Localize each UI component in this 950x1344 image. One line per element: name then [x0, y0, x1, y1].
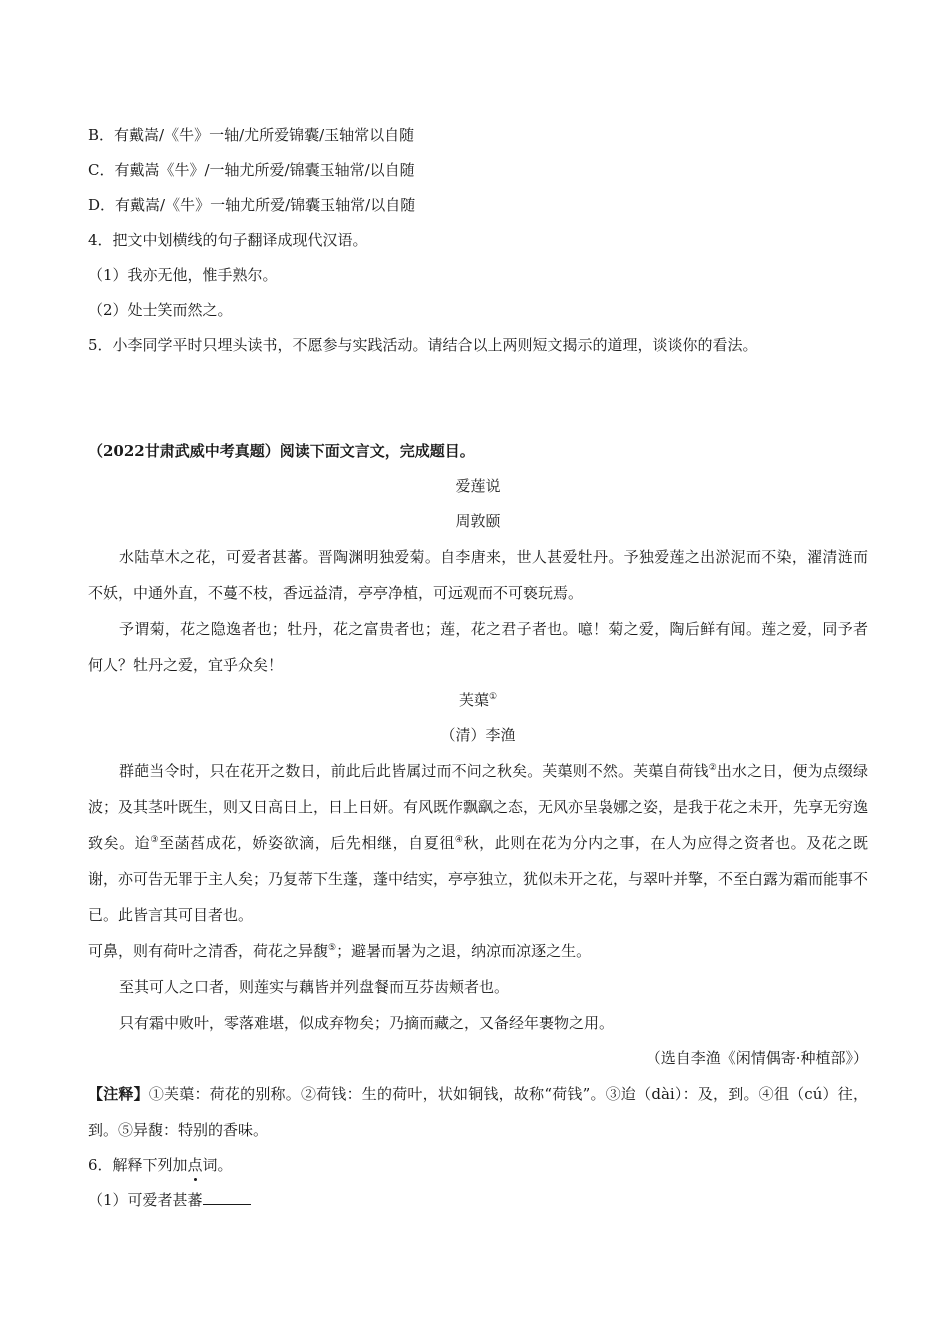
- footnote-marker: ④: [454, 835, 464, 845]
- question-4-item-1: （1）我亦无他，惟手熟尔。: [88, 266, 278, 284]
- text2-p2-part: 可鼻，则有荷叶之清香，荷花之异馥: [88, 942, 329, 960]
- question-4-prompt: 4．把文中划横线的句子翻译成现代汉语。: [88, 231, 368, 249]
- text1-paragraph-1: 水陆草木之花，可爱者甚蕃。晋陶渊明独爱菊。自李唐来，世人甚爱牡丹。予独爱莲之出淤泥而不染，濯清涟而不妖，中通外直，不蔓不枝，香远益清，亭亭净植，可远观而不可亵玩焉。: [88, 548, 868, 602]
- text2-title: [88, 683, 868, 718]
- text2-p1-part: 出水之日，便为点缀绿波；及其茎叶既生，则又日高日上，日上日妍。有风既作飘飖之态，无风亦呈袅娜之姿，是我于花之未开，先享无穷逸致矣。迨: [88, 762, 869, 852]
- notes-label: 【注释】: [88, 1085, 149, 1103]
- text2-p1-part: 至菡萏成花，娇姿欲滴，后先相继，自夏徂: [158, 834, 455, 852]
- text2-source: （选自李渔《闲情偶寄·种植部》）: [645, 1049, 868, 1067]
- document-page: [88, 118, 868, 1218]
- footnote-marker: ③: [150, 835, 159, 845]
- text2-p2-part: ；避暑而暑为之退，纳凉而凉逐之生。: [336, 942, 592, 960]
- option-b: B．有戴嵩/《牛》一轴/尤所爱锦囊/玉轴常以自随: [88, 126, 415, 144]
- question-4-item-2: （2）处士笑而然之。: [88, 301, 233, 319]
- footnote-marker: ⑤: [328, 943, 337, 953]
- question-6-item-1-text: （1）可爱者甚: [88, 1191, 188, 1209]
- text2-paragraph-2: [88, 933, 868, 969]
- text2-author: （清）李渔: [440, 726, 516, 744]
- question-6-prompt: 6．解释下列加点词。: [88, 1156, 233, 1174]
- answer-blank[interactable]: [203, 1190, 251, 1205]
- text2-paragraph-4: 只有霜中败叶，零落难堪，似成弃物矣；乃摘而藏之，又备经年裹物之用。: [119, 1014, 615, 1032]
- text2-title-text: 芙蕖: [458, 691, 489, 709]
- dotted-character: 蕃: [188, 1183, 203, 1218]
- text2-p1-part: 秋，此则在花为分内之事，在人为应得之资者也。及花之既谢，亦可告无罪于主人矣；乃复蒂下生蓬，蓬中结实，亭亭独立，犹似未开之花，与翠叶并擎，不至白露为霜而能事不已。此皆言其可目者也。: [88, 834, 869, 924]
- option-c: C．有戴嵩《牛》/一轴尤所爱/锦囊玉轴常/以自随: [88, 161, 415, 179]
- section-heading: （2022甘肃武威中考真题）阅读下面文言文，完成题目。: [88, 442, 475, 460]
- text1-paragraph-2: 予谓菊，花之隐逸者也；牡丹，花之富贵者也；莲，花之君子者也。噫！菊之爱，陶后鲜有闻。莲之爱，同予者何人？牡丹之爱，宜乎众矣！: [88, 620, 868, 674]
- question-6-item-1: [88, 1183, 868, 1218]
- notes: [88, 1076, 868, 1148]
- footnote-marker: ②: [708, 763, 717, 773]
- section-gap: [88, 363, 868, 434]
- option-d: D．有戴嵩/《牛》一轴尤所爱/锦囊玉轴常/以自随: [88, 196, 416, 214]
- footnote-marker: ①: [488, 692, 498, 702]
- text1-title: 爱莲说: [455, 477, 501, 495]
- text2-p1-part: 群葩当令时，只在花开之数日，前此后此皆属过而不问之秋矣。芙蕖则不然。芙蕖自荷钱: [119, 762, 709, 780]
- text1-author: 周敦颐: [455, 512, 501, 530]
- notes-text: ①芙蕖：荷花的别称。②荷钱：生的荷叶，状如铜钱，故称“荷钱”。③迨（dài）：及，到。④徂（cú）往，到。⑤异馥：特别的香味。: [88, 1085, 868, 1139]
- text2-paragraph-1: [88, 753, 868, 933]
- question-5: 5．小李同学平时只埋头读书，不愿参与实践活动。请结合以上两则短文揭示的道理，谈谈你的看法。: [88, 336, 758, 354]
- text2-paragraph-3: 至其可人之口者，则莲实与藕皆并列盘餐而互芬齿颊者也。: [119, 978, 510, 996]
